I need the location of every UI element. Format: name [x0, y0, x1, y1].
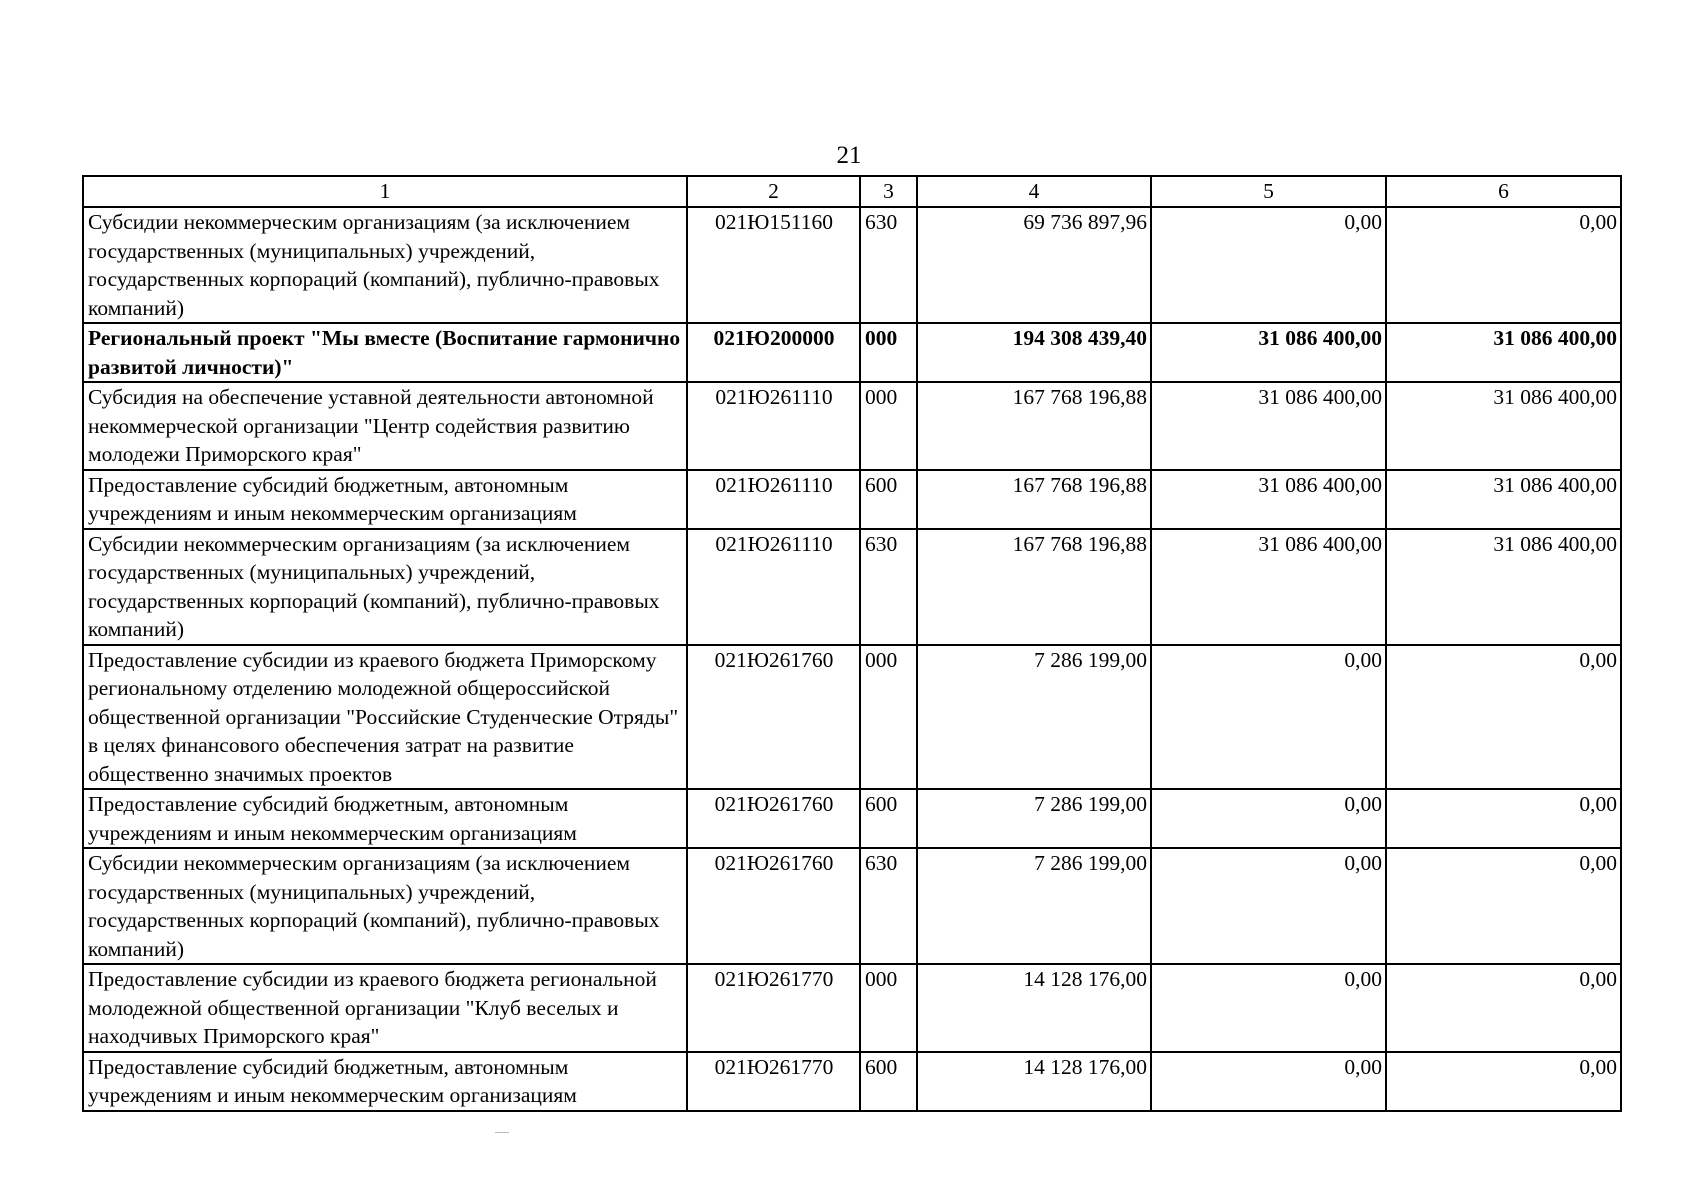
row-name-cell: Предоставление субсидий бюджетным, автономным учреждениям и иным некоммерческим организациям	[83, 470, 687, 529]
column-header-6: 6	[1386, 176, 1621, 207]
row-amount-col5: 0,00	[1151, 207, 1386, 323]
row-amount-col4: 14 128 176,00	[917, 1052, 1151, 1111]
row-amount-col6: 31 086 400,00	[1386, 382, 1621, 470]
table-body	[83, 207, 1621, 1111]
row-amount-col4: 7 286 199,00	[917, 789, 1151, 848]
row-amount-col6: 31 086 400,00	[1386, 529, 1621, 645]
column-header-4: 4	[917, 176, 1151, 207]
row-amount-col6: 31 086 400,00	[1386, 470, 1621, 529]
row-amount-col5: 0,00	[1151, 789, 1386, 848]
row-amount-col6: 31 086 400,00	[1386, 323, 1621, 382]
row-amount-col6: 0,00	[1386, 964, 1621, 1052]
table-row	[83, 789, 1621, 848]
row-name-cell: Субсидия на обеспечение уставной деятельности автономной некоммерческой организации "Центр содействия развитию молодежи Приморского края"	[83, 382, 687, 470]
row-amount-col4: 167 768 196,88	[917, 470, 1151, 529]
row-kvr-cell: 600	[860, 789, 917, 848]
row-amount-col5: 0,00	[1151, 848, 1386, 964]
row-code-cell: 021Ю151160	[687, 207, 860, 323]
row-code-cell: 021Ю261760	[687, 789, 860, 848]
row-name-cell: Предоставление субсидии из краевого бюджета Приморскому региональному отделению молодежной общероссийской общественной организации "Российские Студенческие Отряды" в целях финансового обеспечения затрат на развитие общественно значимых проектов	[83, 645, 687, 790]
row-code-cell: 021Ю261110	[687, 470, 860, 529]
row-code-cell: 021Ю200000	[687, 323, 860, 382]
row-amount-col4: 167 768 196,88	[917, 382, 1151, 470]
row-name-cell: Региональный проект "Мы вместе (Воспитание гармонично развитой личности)"	[83, 323, 687, 382]
row-amount-col4: 14 128 176,00	[917, 964, 1151, 1052]
row-amount-col5: 31 086 400,00	[1151, 323, 1386, 382]
row-amount-col6: 0,00	[1386, 207, 1621, 323]
page-number: 21	[836, 142, 862, 169]
row-name-cell: Предоставление субсидии из краевого бюджета региональной молодежной общественной организации "Клуб веселых и находчивых Приморского края"	[83, 964, 687, 1052]
budget-table	[82, 175, 1622, 1112]
row-name-cell: Субсидии некоммерческим организациям (за исключением государственных (муниципальных) учреждений, государственных корпораций (компаний), публично-правовых компаний)	[83, 848, 687, 964]
row-amount-col4: 167 768 196,88	[917, 529, 1151, 645]
row-amount-col5: 31 086 400,00	[1151, 529, 1386, 645]
column-header-5: 5	[1151, 176, 1386, 207]
row-kvr-cell: 600	[860, 470, 917, 529]
table-row	[83, 470, 1621, 529]
table-row	[83, 1052, 1621, 1111]
row-kvr-cell: 000	[860, 382, 917, 470]
scan-mark	[495, 1132, 509, 1133]
table-row	[83, 323, 1621, 382]
row-amount-col4: 194 308 439,40	[917, 323, 1151, 382]
row-name-cell: Субсидии некоммерческим организациям (за исключением государственных (муниципальных) учреждений, государственных корпораций (компаний), публично-правовых компаний)	[83, 529, 687, 645]
table-row	[83, 529, 1621, 645]
row-code-cell: 021Ю261770	[687, 964, 860, 1052]
row-name-cell: Субсидии некоммерческим организациям (за исключением государственных (муниципальных) учреждений, государственных корпораций (компаний), публично-правовых компаний)	[83, 207, 687, 323]
row-kvr-cell: 630	[860, 529, 917, 645]
row-kvr-cell: 000	[860, 964, 917, 1052]
row-code-cell: 021Ю261770	[687, 1052, 860, 1111]
row-kvr-cell: 600	[860, 1052, 917, 1111]
header-row	[83, 176, 1621, 207]
row-name-cell: Предоставление субсидий бюджетным, автономным учреждениям и иным некоммерческим организациям	[83, 789, 687, 848]
row-code-cell: 021Ю261110	[687, 529, 860, 645]
row-amount-col6: 0,00	[1386, 1052, 1621, 1111]
row-amount-col5: 0,00	[1151, 1052, 1386, 1111]
row-amount-col4: 7 286 199,00	[917, 848, 1151, 964]
row-code-cell: 021Ю261110	[687, 382, 860, 470]
column-header-1: 1	[83, 176, 687, 207]
row-amount-col5: 0,00	[1151, 964, 1386, 1052]
row-amount-col4: 7 286 199,00	[917, 645, 1151, 790]
row-amount-col6: 0,00	[1386, 789, 1621, 848]
row-amount-col4: 69 736 897,96	[917, 207, 1151, 323]
row-kvr-cell: 000	[860, 323, 917, 382]
table-row	[83, 848, 1621, 964]
row-amount-col5: 31 086 400,00	[1151, 470, 1386, 529]
table-row	[83, 645, 1621, 790]
column-header-3: 3	[860, 176, 917, 207]
table-header	[83, 176, 1621, 207]
row-kvr-cell: 630	[860, 207, 917, 323]
column-header-2: 2	[687, 176, 860, 207]
row-name-cell: Предоставление субсидий бюджетным, автономным учреждениям и иным некоммерческим организациям	[83, 1052, 687, 1111]
row-amount-col5: 31 086 400,00	[1151, 382, 1386, 470]
row-amount-col6: 0,00	[1386, 645, 1621, 790]
row-code-cell: 021Ю261760	[687, 848, 860, 964]
row-kvr-cell: 630	[860, 848, 917, 964]
table-row	[83, 382, 1621, 470]
row-amount-col5: 0,00	[1151, 645, 1386, 790]
row-code-cell: 021Ю261760	[687, 645, 860, 790]
row-amount-col6: 0,00	[1386, 848, 1621, 964]
row-kvr-cell: 000	[860, 645, 917, 790]
table-row	[83, 964, 1621, 1052]
table-row	[83, 207, 1621, 323]
